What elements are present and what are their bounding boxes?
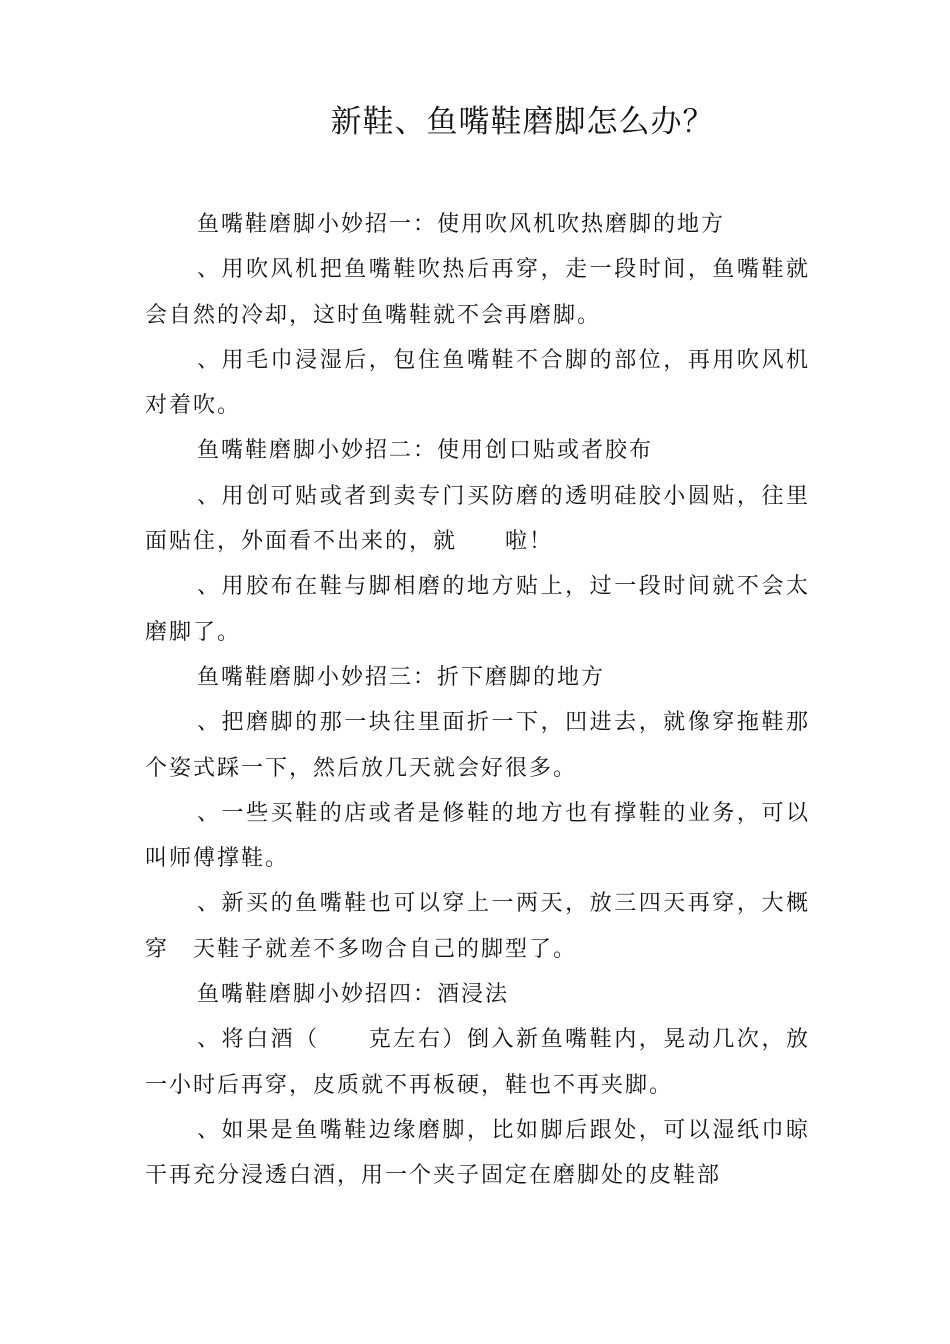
tip-item: 、用吹风机把鱼嘴鞋吹热后再穿，走一段时间，鱼嘴鞋就会自然的冷却，这时鱼嘴鞋就不会再磨脚。 bbox=[145, 257, 810, 328]
tip-item: 、新买的鱼嘴鞋也可以穿上一两天，放三四天再穿，大概穿 天鞋子就差不多吻合自己的脚型了。 bbox=[145, 891, 810, 962]
tip-item: 、把磨脚的那一块往里面折一下，凹进去，就像穿拖鞋那个姿式踩一下，然后放几天就会好很多。 bbox=[145, 710, 810, 781]
document-title: 新鞋、鱼嘴鞋磨脚怎么办？ bbox=[330, 104, 715, 140]
tip-item: 、将白酒（ 克左右）倒入新鱼嘴鞋内，晃动几次，放一小时后再穿，皮质就不再板硬，鞋也不再夹脚。 bbox=[145, 1027, 810, 1098]
tip-heading-1: 鱼嘴鞋磨脚小妙招一：使用吹风机吹热磨脚的地方 bbox=[197, 212, 726, 237]
tip-item: 、用创可贴或者到卖专门买防磨的透明硅胶小圆贴，往里面贴住，外面看不出来的，就 啦！ bbox=[145, 483, 810, 555]
tip-heading-3: 鱼嘴鞋磨脚小妙招三：折下磨脚的地方 bbox=[197, 664, 606, 690]
tip-heading-2: 鱼嘴鞋磨脚小妙招二：使用创口贴或者胶布 bbox=[197, 438, 654, 464]
tip-item: 、如果是鱼嘴鞋边缘磨脚，比如脚后跟处，可以湿纸巾晾干再充分浸透白酒，用一个夹子固定在磨脚处的皮鞋部 bbox=[145, 1117, 810, 1189]
document-body bbox=[145, 202, 810, 1199]
tip-item: 、用胶布在鞋与脚相磨的地方贴上，过一段时间就不会太磨脚了。 bbox=[145, 574, 810, 645]
tip-item: 、一些买鞋的店或者是修鞋的地方也有撑鞋的业务，可以叫师傅撑鞋。 bbox=[145, 800, 810, 872]
tip-heading-4: 鱼嘴鞋磨脚小妙招四：酒浸法 bbox=[197, 982, 510, 1008]
tip-item: 、用毛巾浸湿后，包住鱼嘴鞋不合脚的部位，再用吹风机对着吹。 bbox=[145, 347, 810, 419]
